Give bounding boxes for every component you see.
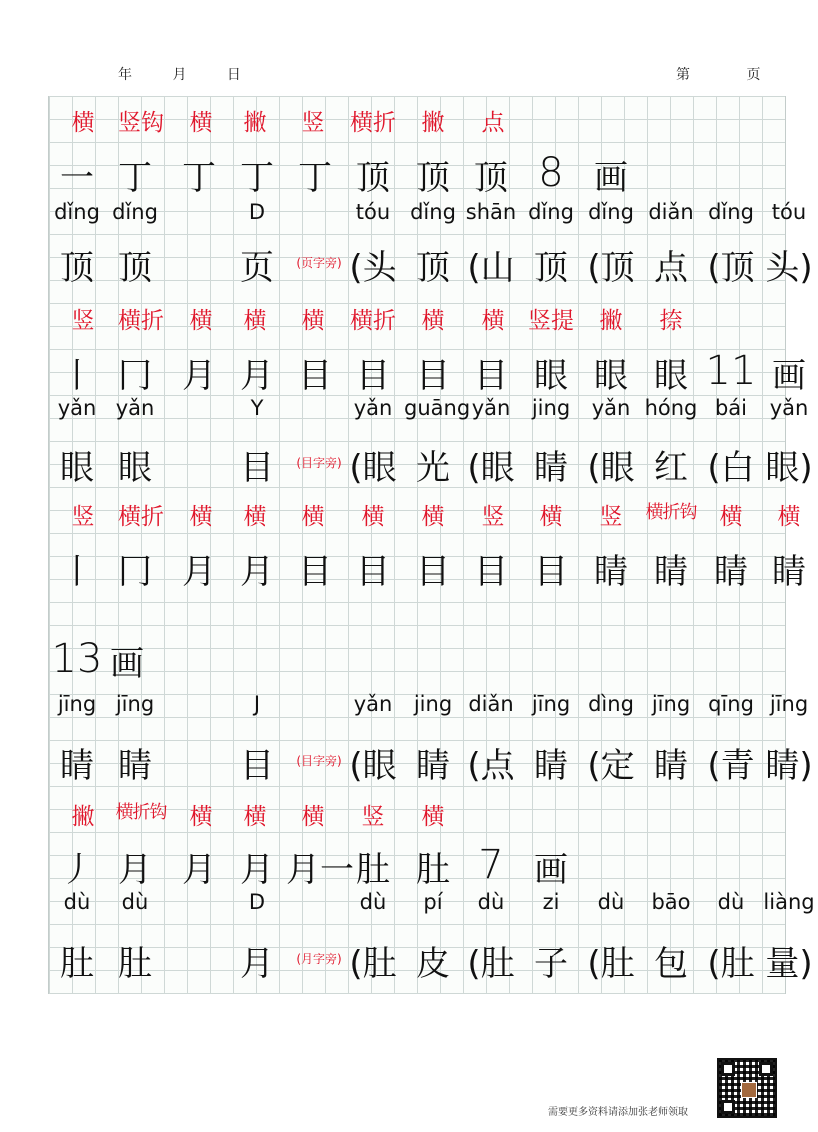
word-char: 睛 <box>416 746 450 786</box>
stroke-name: 横 <box>243 308 267 334</box>
word-char: 睛 <box>654 746 688 786</box>
stroke-name: 横 <box>301 804 325 830</box>
stroke-step-char: 目 <box>356 356 390 396</box>
pinyin-syllable: tóu <box>771 200 807 224</box>
word-char: (眼 <box>349 746 397 786</box>
stroke-step-char: 月 <box>240 356 274 396</box>
pinyin-syllable: dǐng <box>54 200 100 224</box>
stroke-name: 横 <box>421 504 445 530</box>
word-char: 睛 <box>118 746 152 786</box>
stroke-step-char: 冂 <box>118 552 152 592</box>
stroke-name: 横 <box>243 504 267 530</box>
pinyin-syllable: diǎn <box>648 200 694 224</box>
stroke-count: 11 <box>705 348 757 394</box>
pinyin-syllable: dù <box>597 890 625 914</box>
stroke-name: 横 <box>71 110 95 136</box>
stroke-step-char: 丨 <box>60 356 94 396</box>
pinyin-syllable: dǐng <box>112 200 158 224</box>
word-char: (肚 <box>349 944 397 984</box>
stroke-step-char: 眼 <box>534 356 568 396</box>
stroke-name: 横 <box>189 308 213 334</box>
page-number-label: 第 页 <box>676 67 787 83</box>
pinyin-syllable: qīng <box>708 692 754 716</box>
pinyin-syllable: hóng <box>644 396 698 420</box>
radical-initial: D <box>248 890 266 914</box>
word-char: 睛) <box>765 746 813 786</box>
pinyin-syllable: jīng <box>115 692 155 716</box>
word-char: 光 <box>416 448 450 488</box>
stroke-step-char: 眼 <box>594 356 628 396</box>
stroke-name: 横 <box>301 308 325 334</box>
stroke-name: 横 <box>481 308 505 334</box>
stroke-name: 横折 <box>118 308 164 334</box>
stroke-name: 竖 <box>361 804 385 830</box>
pinyin-syllable: dǐng <box>410 200 456 224</box>
word-char: 页 <box>240 248 274 288</box>
pinyin-syllable: bāo <box>651 890 691 914</box>
stroke-step-char: 目 <box>474 356 508 396</box>
stroke-name: 撇 <box>421 110 445 136</box>
stroke-step-char: 丁 <box>182 158 216 198</box>
page-header <box>0 60 800 90</box>
word-char: (顶 <box>707 248 755 288</box>
word-char: 量) <box>765 944 813 984</box>
stroke-name: 横 <box>189 504 213 530</box>
pinyin-syllable: dù <box>359 890 387 914</box>
pinyin-syllable: bái <box>714 396 748 420</box>
word-char: 顶 <box>118 248 152 288</box>
word-char: (肚 <box>467 944 515 984</box>
stroke-step-char: 冂 <box>118 356 152 396</box>
stroke-step-char: 睛 <box>654 552 688 592</box>
radical-initial: J <box>253 692 261 716</box>
stroke-name: 横 <box>421 804 445 830</box>
word-char: 顶 <box>416 248 450 288</box>
stroke-step-char: 月 <box>182 850 216 890</box>
stroke-step-char: 丿 <box>60 850 94 890</box>
stroke-name: 横折 <box>350 308 396 334</box>
word-char: (肚 <box>587 944 635 984</box>
pinyin-syllable: dǐng <box>528 200 574 224</box>
pinyin-syllable: jing <box>531 396 571 420</box>
stroke-step-char: 肚 <box>356 850 390 890</box>
stroke-step-char: 顶 <box>356 158 390 198</box>
word-char: (山 <box>467 248 515 288</box>
pinyin-syllable: shān <box>465 200 517 224</box>
stroke-step-char: 一 <box>60 158 94 198</box>
pinyin-syllable: pí <box>423 890 443 914</box>
pinyin-syllable: jing <box>413 692 453 716</box>
word-char: 包 <box>654 944 688 984</box>
word-char: 顶 <box>534 248 568 288</box>
stroke-name: 竖钩 <box>118 110 164 136</box>
pinyin-syllable: yǎn <box>769 396 809 420</box>
word-char: (顶 <box>587 248 635 288</box>
stroke-count: 7 <box>478 842 504 888</box>
word-char: (青 <box>707 746 755 786</box>
stroke-name: 横折钩 <box>115 802 167 823</box>
stroke-step-char: 目 <box>474 552 508 592</box>
stroke-name: 横 <box>539 504 563 530</box>
word-char: (头 <box>349 248 397 288</box>
pinyin-syllable: dù <box>717 890 745 914</box>
qr-logo <box>741 1082 757 1098</box>
word-char: (白 <box>707 448 755 488</box>
stroke-step-char: 丁 <box>240 158 274 198</box>
word-char: 点 <box>654 248 688 288</box>
stroke-name: 横 <box>243 804 267 830</box>
stroke-name: 横折 <box>350 110 396 136</box>
word-char: 头) <box>765 248 813 288</box>
stroke-name: 撇 <box>71 804 95 830</box>
word-char: 顶 <box>60 248 94 288</box>
stroke-step-char: 睛 <box>594 552 628 592</box>
qr-code-icon <box>717 1058 777 1118</box>
pinyin-syllable: jīng <box>651 692 691 716</box>
word-char: (眼 <box>587 448 635 488</box>
stroke-step-char: 月 <box>182 356 216 396</box>
stroke-step-char: 顶 <box>474 158 508 198</box>
pinyin-syllable: yǎn <box>57 396 97 420</box>
pinyin-syllable: yǎn <box>353 692 393 716</box>
radical-name: (目字旁) <box>296 456 342 470</box>
stroke-name: 捺 <box>659 308 683 334</box>
stroke-step-char: 月 <box>118 850 152 890</box>
stroke-name: 竖 <box>71 308 95 334</box>
stroke-name: 横 <box>189 804 213 830</box>
pinyin-syllable: tóu <box>355 200 391 224</box>
stroke-name: 竖提 <box>528 308 574 334</box>
stroke-name: 横 <box>421 308 445 334</box>
stroke-step-char: 目 <box>416 356 450 396</box>
word-char: (定 <box>587 746 635 786</box>
word-char: 子 <box>534 944 568 984</box>
pinyin-syllable: dù <box>477 890 505 914</box>
footer-note: 需要更多资料请添加张老师领取 <box>548 1107 688 1118</box>
stroke-name: 横 <box>189 110 213 136</box>
pinyin-syllable: diǎn <box>468 692 514 716</box>
word-char: (眼 <box>467 448 515 488</box>
radical-name: (月字旁) <box>296 952 342 966</box>
stroke-step-char: 眼 <box>654 356 688 396</box>
stroke-name: 横 <box>777 504 801 530</box>
stroke-name: 竖 <box>599 504 623 530</box>
stroke-count-suffix: 画 <box>110 644 144 684</box>
word-char: 目 <box>240 746 274 786</box>
pinyin-syllable: zi <box>542 890 560 914</box>
word-char: 肚 <box>60 944 94 984</box>
pinyin-syllable: jīng <box>57 692 97 716</box>
pinyin-syllable: jīng <box>531 692 571 716</box>
word-char: 肚 <box>118 944 152 984</box>
stroke-name: 竖 <box>71 504 95 530</box>
stroke-name: 横 <box>719 504 743 530</box>
stroke-count: 13 <box>51 636 103 682</box>
stroke-name: 竖 <box>481 504 505 530</box>
stroke-name: 竖 <box>301 110 325 136</box>
stroke-step-char: 目 <box>298 552 332 592</box>
pinyin-syllable: dǐng <box>708 200 754 224</box>
stroke-name: 点 <box>481 110 505 136</box>
pinyin-syllable: yǎn <box>115 396 155 420</box>
word-char: 睛 <box>534 448 568 488</box>
stroke-step-char: 月 <box>182 552 216 592</box>
stroke-count-suffix: 画 <box>772 356 806 396</box>
date-label: 年 月 日 <box>118 67 259 83</box>
stroke-step-char: 目 <box>298 356 332 396</box>
stroke-step-char: 丨 <box>60 552 94 592</box>
stroke-count-suffix: 画 <box>534 850 568 890</box>
stroke-step-char: 丁 <box>298 158 332 198</box>
stroke-name: 撇 <box>599 308 623 334</box>
word-char: 月 <box>240 944 274 984</box>
stroke-step-char: 月 <box>240 552 274 592</box>
stroke-name: 撇 <box>243 110 267 136</box>
word-char: 眼 <box>118 448 152 488</box>
pinyin-syllable: dìng <box>588 692 634 716</box>
stroke-step-char: 月一 <box>286 850 354 890</box>
pinyin-syllable: liàng <box>763 890 815 914</box>
word-char: 睛 <box>60 746 94 786</box>
stroke-count-suffix: 画 <box>594 158 628 198</box>
stroke-name: 横 <box>301 504 325 530</box>
stroke-step-char: 肚 <box>416 850 450 890</box>
stroke-step-char: 睛 <box>714 552 748 592</box>
stroke-name: 横 <box>361 504 385 530</box>
word-char: (眼 <box>349 448 397 488</box>
word-char: 眼) <box>765 448 813 488</box>
radical-initial: Y <box>250 396 264 420</box>
word-char: (肚 <box>707 944 755 984</box>
word-char: 睛 <box>534 746 568 786</box>
radical-initial: D <box>248 200 266 224</box>
stroke-step-char: 月 <box>240 850 274 890</box>
qr-finder-pattern <box>721 1100 735 1114</box>
pinyin-syllable: jīng <box>769 692 809 716</box>
pinyin-syllable: dù <box>63 890 91 914</box>
stroke-name: 横折 <box>118 504 164 530</box>
pinyin-syllable: dǐng <box>588 200 634 224</box>
word-char: 皮 <box>416 944 450 984</box>
word-char: 眼 <box>60 448 94 488</box>
stroke-name: 横折钩 <box>645 502 697 523</box>
pinyin-syllable: yǎn <box>591 396 631 420</box>
word-char: (点 <box>467 746 515 786</box>
stroke-step-char: 丁 <box>118 158 152 198</box>
word-char: 红 <box>654 448 688 488</box>
stroke-step-char: 目 <box>356 552 390 592</box>
word-char: 目 <box>240 448 274 488</box>
stroke-step-char: 目 <box>534 552 568 592</box>
pinyin-syllable: yǎn <box>353 396 393 420</box>
stroke-step-char: 目 <box>416 552 450 592</box>
pinyin-syllable: dù <box>121 890 149 914</box>
stroke-step-char: 睛 <box>772 552 806 592</box>
stroke-step-char: 顶 <box>416 158 450 198</box>
stroke-count: 8 <box>538 150 564 196</box>
radical-name: (页字旁) <box>296 256 342 270</box>
pinyin-syllable: yǎn <box>471 396 511 420</box>
radical-name: (目字旁) <box>296 754 342 768</box>
pinyin-syllable: guāng <box>404 396 471 420</box>
